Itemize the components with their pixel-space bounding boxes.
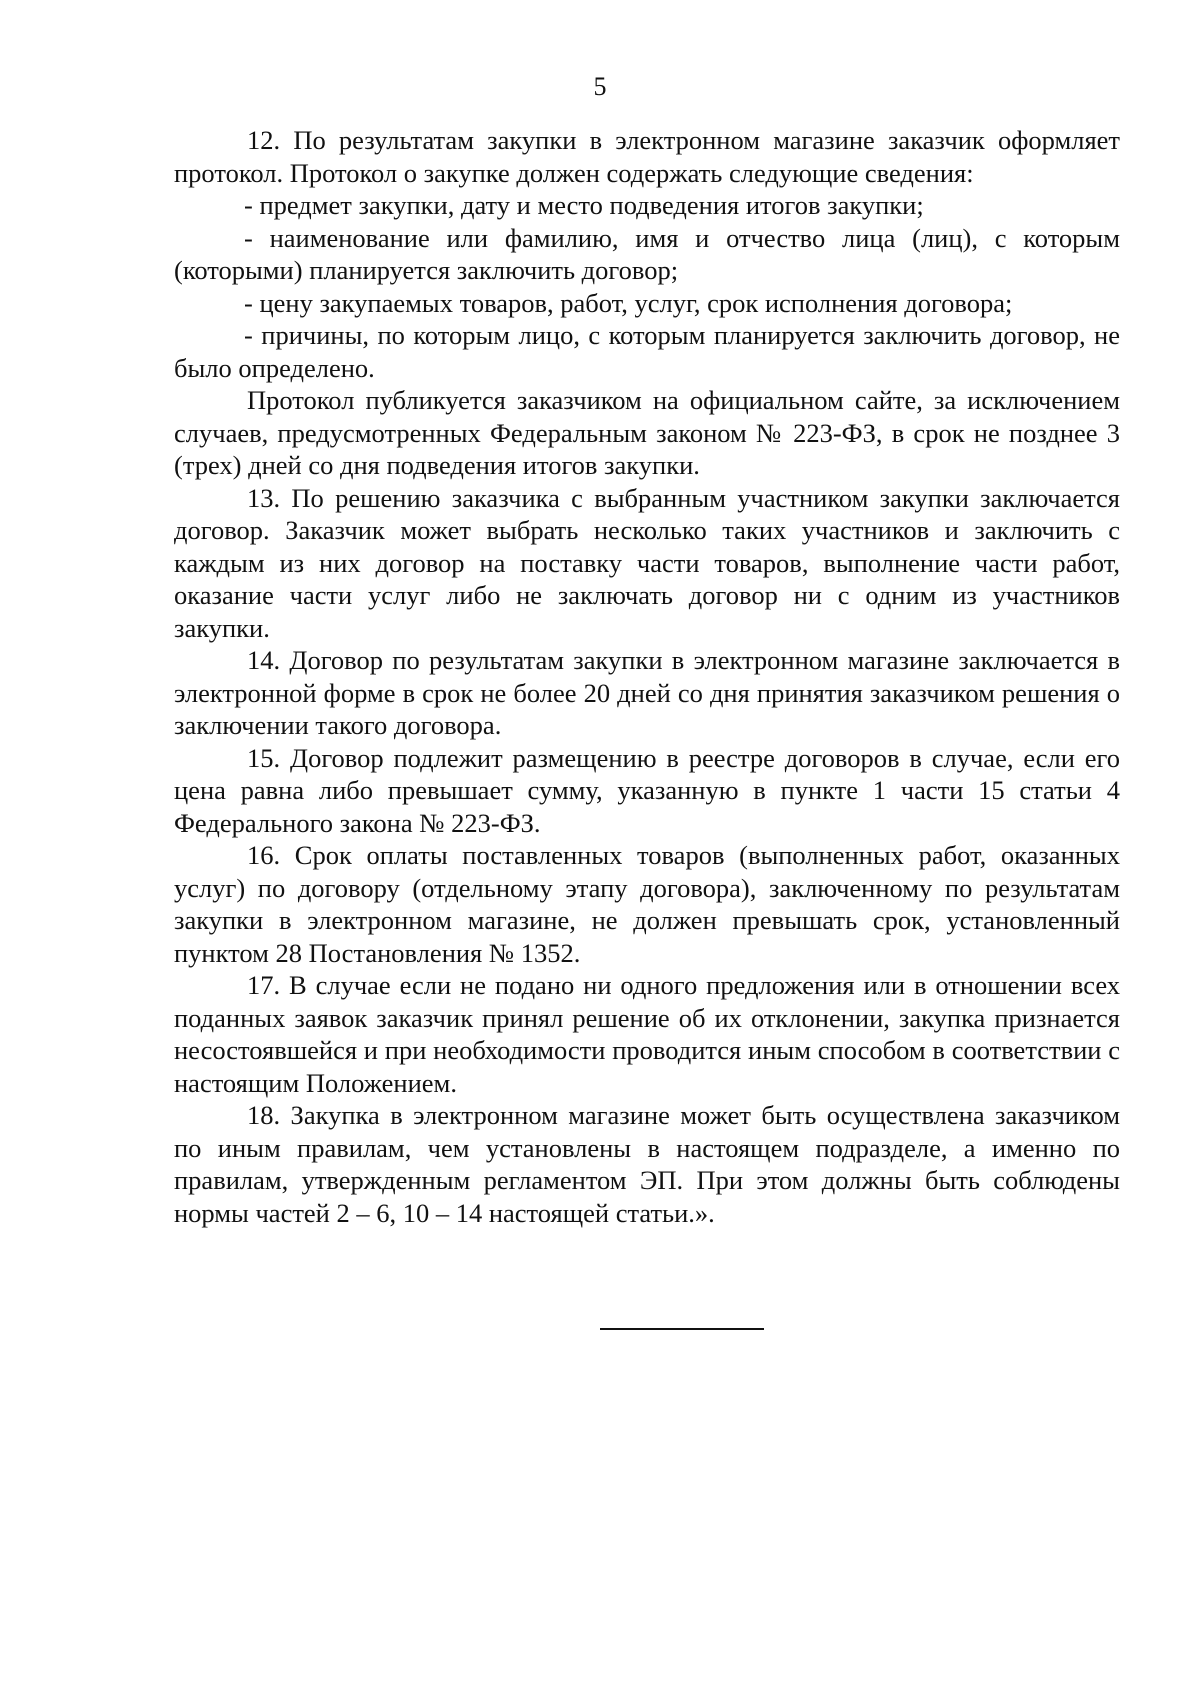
clause-17: 17. В случае если не подано ни одного предложения или в отношении всех поданных заявок заказчик принял решение об их отклонении, закупка признается несостоявшейся и при необходимости проводится иным способом в соответствии с настоящим Положением. <box>174 970 1120 1098</box>
clause-12: 12. По результатам закупки в электронном магазине заказчик оформляет протокол. Протокол о закупке должен содержать следующие сведения: <box>174 125 1120 188</box>
list-item-subject: - предмет закупки, дату и место подведения итогов закупки; <box>244 190 924 220</box>
list-item-contractor: - наименование или фамилию, имя и отчество лица (лиц), с которым (которыми) планируется заключить договор; <box>174 222 1120 285</box>
clause-13: 13. По решению заказчика с выбранным участником закупки заключается договор. Заказчик может выбрать несколько таких участников и заключить с каждым из них договор на поставку части товаров, выполнение части работ, оказание части услуг либо не заключать договор ни с одним из участников закупки. <box>174 482 1120 643</box>
list-item-price: - цену закупаемых товаров, работ, услуг, срок исполнения договора; <box>244 287 1013 318</box>
document-body <box>174 124 1120 1229</box>
list-item-reasons: - причины, по которым лицо, с которым планируется заключить договор, не было определено. <box>174 320 1120 383</box>
clause-16: 16. Срок оплаты поставленных товаров (выполненных работ, оказанных услуг) по договору (отдельному этапу договора), заключенному по результатам закупки в электронном магазине, не должен превышать срок, установленный пунктом 28 Постановления № 1352. <box>174 840 1120 968</box>
page-number: 5 <box>593 72 607 101</box>
clause-15: 15. Договор подлежит размещению в реестре договоров в случае, если его цена равна либо превышает сумму, указанную в пункте 1 части 15 статьи 4 Федерального закона № 223-ФЗ. <box>174 742 1120 838</box>
end-separator-line <box>600 1328 764 1330</box>
protocol-publication-paragraph: Протокол публикуется заказчиком на официальном сайте, за исключением случаев, предусмотренных Федеральным законом № 223-ФЗ, в срок не позднее 3 (трех) дней со дня подведения итогов закупки. <box>174 385 1120 480</box>
clause-18: 18. Закупка в электронном магазине может быть осуществлена заказчиком по иным правилам, чем установлены в настоящем подразделе, а именно по правилам, утвержденным регламентом ЭП. При этом должны быть соблюдены нормы частей 2 – 6, 10 – 14 настоящей статьи.». <box>174 1100 1120 1228</box>
clause-14: 14. Договор по результатам закупки в электронном магазине заключается в электронной форме в срок не более 20 дней со дня принятия заказчиком решения о заключении такого договора. <box>174 645 1120 740</box>
